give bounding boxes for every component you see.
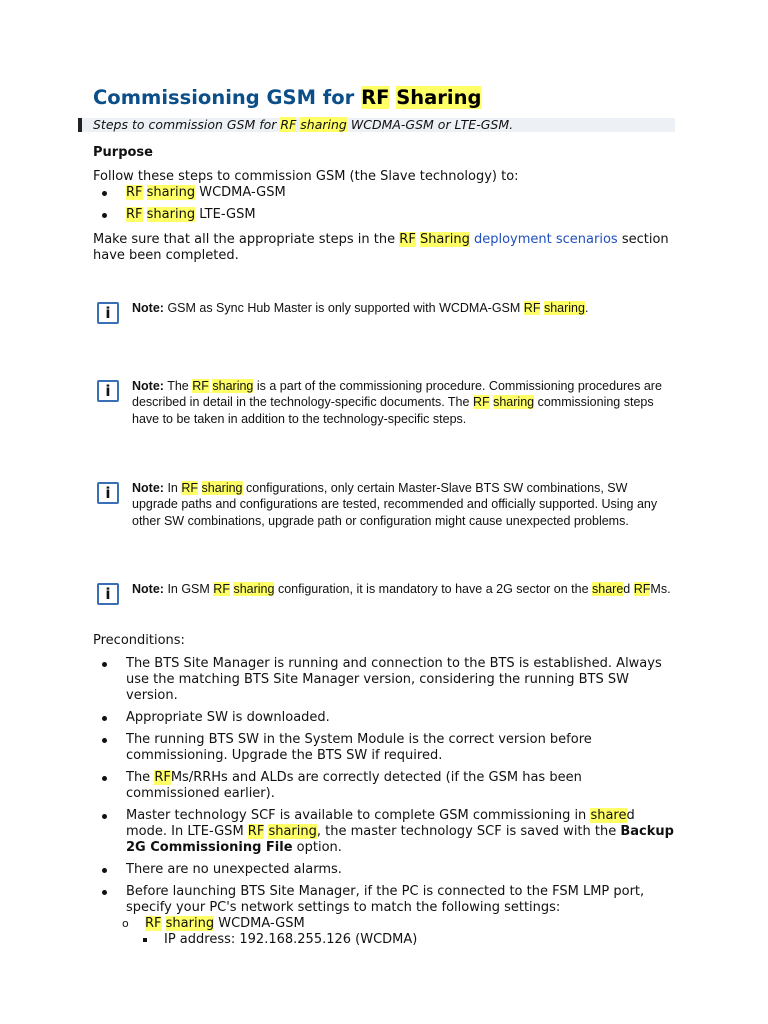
list-item: o RF sharing WCDMA-GSM IP address: 192.168.255.126 (WCDMA) (126, 916, 678, 948)
note-text: Note: GSM as Sync Hub Master is only supported with WCDMA-GSM RF sharing. (132, 301, 589, 315)
bullet-icon (102, 890, 107, 895)
page-title (93, 85, 481, 111)
info-icon: i (97, 380, 119, 402)
list-item: The running BTS SW in the System Module is the correct version before commissioning. Upgrade the BTS SW if required. (93, 732, 678, 764)
list-item: Appropriate SW is downloaded. (93, 710, 678, 726)
highlight: sharing (300, 117, 347, 132)
title-text: Commissioning GSM for (93, 86, 355, 109)
info-icon: i (97, 302, 119, 324)
square-bullet-icon (143, 938, 147, 942)
note-text: Note: In RF sharing configurations, only certain Master-Slave BTS SW combinations, SW upgrade paths and configurations are tested, recommended and officially supported. Using any other SW combinations, upgrade path or configuration might cause unexpected problems. (132, 481, 658, 528)
preconditions-list (93, 656, 678, 954)
info-icon: i (97, 583, 119, 605)
bullet-icon (102, 868, 107, 873)
info-icon: i (97, 482, 119, 504)
list-item: Before launching BTS Site Manager, if the PC is connected to the FSM LMP port, specify your PC's network settings to match the following settings: o RF sharing WCDMA-GSM IP address: 192.168.255.126 (WCDMA) (93, 884, 678, 948)
list-item: Master technology SCF is available to complete GSM commissioning in shared mode. In LTE-GSM RF sharing, the master technology SCF is saved with the Backup 2G Commissioning File option. (93, 808, 678, 856)
preconditions-heading: Preconditions: (93, 633, 185, 648)
purpose-heading: Purpose (93, 145, 153, 160)
note-text: Note: In GSM RF sharing configuration, it is mandatory to have a 2G sector on the shared RFMs. (132, 582, 671, 596)
short-description: Steps to commission GSM for RF sharing WCDMA-GSM or LTE-GSM. (78, 118, 675, 132)
list-item: There are no unexpected alarms. (93, 862, 678, 878)
bullet-icon (102, 716, 107, 721)
bullet-icon (102, 213, 107, 218)
list-item: IP address: 192.168.255.126 (WCDMA) (145, 932, 678, 948)
bullet-icon (102, 814, 107, 819)
sub-sub-list (145, 932, 678, 948)
highlight: RF (280, 117, 297, 132)
sub-list (122, 916, 678, 948)
list-item: The BTS Site Manager is running and connection to the BTS is established. Always use the matching BTS Site Manager version, considering the running BTS SW version. (93, 656, 678, 704)
bullet-icon (102, 776, 107, 781)
list-item: RF sharing LTE-GSM (93, 207, 678, 223)
deployment-scenarios-link[interactable]: deployment scenarios (473, 232, 618, 247)
highlight: Sharing (396, 86, 482, 109)
bullet-icon (102, 738, 107, 743)
bullet-icon (102, 191, 107, 196)
list-item: The RFMs/RRHs and ALDs are correctly detected (if the GSM has been commissioned earlier). (93, 770, 678, 802)
make-sure-paragraph: Make sure that all the appropriate steps in the RF Sharing deployment scenarios section have been completed. (93, 232, 669, 263)
highlight: RF (361, 86, 390, 109)
purpose-list (93, 185, 678, 229)
list-item: RF sharing WCDMA-GSM (93, 185, 678, 201)
circle-bullet-icon: o (122, 917, 129, 930)
intro-paragraph: Follow these steps to commission GSM (the Slave technology) to: (93, 169, 519, 184)
note-text: Note: The RF sharing is a part of the commissioning procedure. Commissioning procedures are described in detail in the technology-specific documents. The RF sharing commissioning steps have to be taken in addition to the technology-specific steps. (132, 379, 662, 426)
bullet-icon (102, 662, 107, 667)
